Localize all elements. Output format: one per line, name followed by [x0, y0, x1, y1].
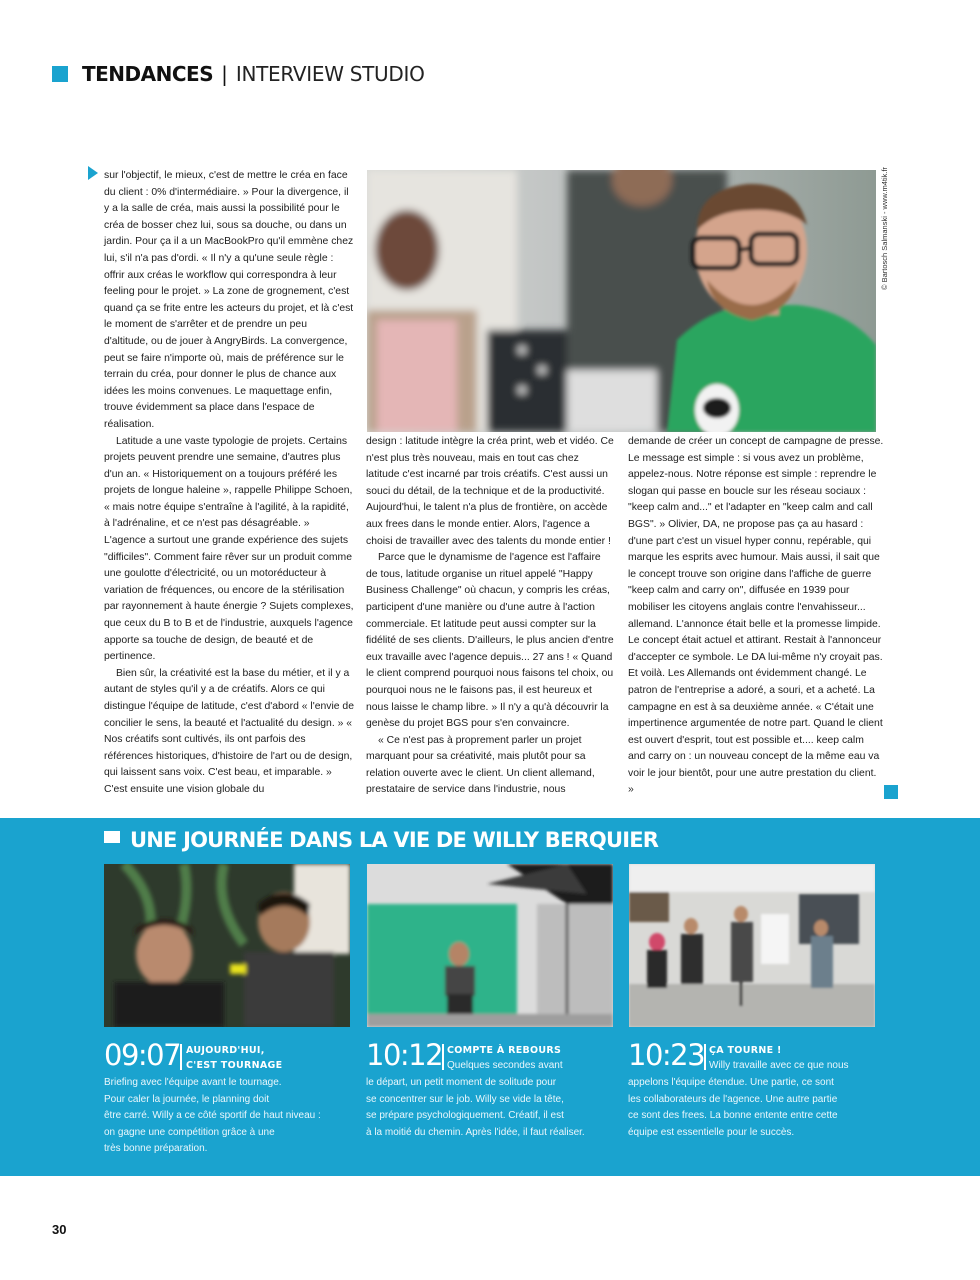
article-column-3: [628, 434, 884, 799]
timeline-divider: [180, 1044, 182, 1070]
article-end-square-icon: [884, 785, 898, 799]
paragraph: demande de créer un concept de campagne de presse. Le message est simple : si vous avez un problème, appelez-nous. Notre réponse est simple : reprendre le slogan qui passe en boucle sur les réseau sociaux : "keep calm and..." et l'adapter en "keep calm and call BGS". » Olivier, DA, ne propose pas ça au hasard : d'une part c'est un visuel hyper connu, repérable, qui marque les esprits avec humour. Mais aussi, il sait que le concept trouve son origine dans l'affiche de guerre "keep calm and carry on", diffusée en 1939 pour mobiliser les citoyens anglais contre l'envahisseur... allemand. L'annonce était belle et la promesse limpide. Le concept était actuel et attirant. Restait à l'annonceur d'accepter ce symbole. Le DA lui-même n'y croyait pas. Et voilà. Les Allemands ont évidemment changé. Le patron de l'entreprise a adoré, a souri, et a acheté. La campagne en est à sa deuxième année. « C'était une impertinence argumentée de notre part. Quand le client est ouvert d'esprit, tout est possible et.... keep calm and carry on : un nouveau concept de la même eau va voir le jour bientôt, pour une autre prestation du client. »: [628, 436, 884, 796]
timeline-photo-2: [367, 864, 613, 1027]
text-line: appelons l'équipe étendue. Une partie, ce sont: [628, 1077, 834, 1088]
text-line: le départ, un petit moment de solitude pour: [366, 1077, 557, 1088]
text-line: très bonne préparation.: [104, 1143, 208, 1155]
timeline-time-2: 10:12: [366, 1038, 443, 1072]
timeline-time-3: 10:23: [628, 1038, 705, 1072]
photo-briefing-illustration: [104, 864, 350, 1027]
text-line: à la moitié du chemin. Après l'idée, il faut réaliser.: [366, 1126, 585, 1138]
timeline-heading-3: [709, 1043, 849, 1073]
photo-portrait-illustration: [367, 170, 876, 432]
timeline-divider: [442, 1044, 444, 1070]
timeline-heading-line: ÇA TOURNE !: [709, 1045, 782, 1056]
timeline-heading-line: C'EST TOURNAGE: [186, 1060, 283, 1071]
article-column-2: [366, 434, 614, 799]
text-line: se concentrer sur le job. Willy se vide la tête,: [366, 1093, 564, 1105]
page-number: 30: [52, 1222, 67, 1237]
header-separator: |: [221, 62, 228, 86]
header-square-icon: [52, 66, 68, 82]
text-line: être carré. Willy a ce côté sportif de haut niveau :: [104, 1110, 321, 1122]
paragraph: « Ce n'est pas à proprement parler un projet marquant pour sa créativité, mais plutôt pour sa relation ouverte avec le client. Un client allemand, prestataire de service dans l'industrie, nous: [366, 734, 595, 796]
timeline-time-1: 09:07: [104, 1038, 181, 1072]
section-subtitle: INTERVIEW STUDIO: [235, 62, 425, 86]
timeline-heading-line: Quelques secondes avant: [447, 1060, 563, 1071]
text-line: les collaborateurs de l'agence. Une autre partie: [628, 1093, 838, 1105]
text-line: on gagne une compétition grâce à une: [104, 1126, 275, 1138]
timeline-heading-line: COMPTE À REBOURS: [447, 1045, 562, 1056]
timeline-text-3: [628, 1075, 838, 1141]
timeline-divider: [704, 1044, 706, 1070]
timeline-heading-line: Willy travaille avec ce que nous: [709, 1060, 849, 1071]
photo-shooting-illustration: [629, 864, 875, 1027]
timeline-photo-3: [629, 864, 875, 1027]
text-line: ce sont des frees. La bonne entente entre cette: [628, 1110, 838, 1122]
photo-credit: © Bartosch Salmanski - www.m4tik.fr: [880, 166, 889, 290]
timeline-heading-1: [186, 1043, 282, 1073]
text-line: équipe est essentielle pour le succès.: [628, 1126, 795, 1138]
timeline-heading-line: AUJOURD'HUI,: [186, 1045, 265, 1056]
paragraph: sur l'objectif, le mieux, c'est de mettre le créa en face du client : 0% d'intermédiaire. » Pour la divergence, il y a la salle de créa, mais aussi la possibilité pour le créa de bosser chez lui, sous sa douche, ou dans un jardin. Pour ça il a un MacBookPro qu'il emmène chez lui, s'il n'a pas d'ordi. « Il n'y a qu'une seule règle : offrir aux créas le workflow qui correspondra à leur feeling pour le projet. » La zone de grognement, c'est quand ça se frite entre les acteurs du projet, et là c'est le moment de s'arrêter et de prendre un peu d'altitude, ou de jouer à AngryBirds. La convergence, peut se faire n'importe où, mais de préférence sur le terrain du créa, pour donner le plus de chance aux idées les moins convenues. Le maquettage enfin, trouve évidemment sa place dans l'espace de réalisation.: [104, 170, 354, 430]
band-title: [104, 828, 658, 852]
band-title-text: UNE JOURNÉE DANS LA VIE DE WILLY BERQUIER: [130, 828, 659, 852]
text-line: Pour caler la journée, le planning doit: [104, 1093, 270, 1105]
main-photo: [367, 170, 876, 432]
paragraph: Parce que le dynamisme de l'agence est l'affaire de tous, latitude organise un rituel appelé "Happy Business Challenge" où chacun, y compris les créas, participent d'une manière ou d'une autre à l'action commerciale. Et latitude peut aussi compter sur la fidélité de ses clients. D'ailleurs, le plus ancien d'entre eux travaille avec l'agence depuis... 27 ans ! « Quand le client comprend pourquoi nous faisons tel choix, ou pourquoi nous ne le faisons pas, il est heureux et nous laisse le champ libre. » Il n'y a qu'à découvrir la genèse du projet BGS pour s'en convaincre.: [366, 552, 614, 730]
band-title-square-icon: [104, 831, 120, 843]
text-line: se prépare psychologiquement. Créatif, il est: [366, 1110, 564, 1122]
continuation-arrow-icon: [88, 166, 98, 180]
timeline-heading-2: [447, 1043, 563, 1073]
paragraph: Latitude a une vaste typologie de projets. Certains projets peuvent prendre une semaine, d'autres plus d'un an. « Historiquement on a toujours préféré les projets de longue haleine », rappelle Philippe Schoen, « mais notre équipe s'entraîne à l'agilité, à la rapidité, à l'adrénaline, et ce n'est pas désagréable. » L'agence a surtout une grande expérience des sujets "difficiles". Comment faire rêver sur un produit comme une goulotte d'électricité, ou un motoréducteur à variation de fréquences, ou encore de la stérilisation par rayonnement à haute énergie ? Sujets complexes, que ceux du B to B et de l'industrie, auxquels l'agence apporte sa touche de design, de beauté et de pertinence.: [104, 435, 354, 663]
text-line: Briefing avec l'équipe avant le tournage.: [104, 1077, 282, 1088]
paragraph: design : latitude intègre la créa print, web et vidéo. Ce n'est plus très nouveau, mais en tout cas chez latitude c'est incarné par trois créatifs. C'est aussi un souci du détail, de la technique et de la productivité. Aujourd'hui, le talent n'a plus de frontière, on accède aux frees dans le monde entier. Alors, l'agence a choisi de travailler avec des talents du monde entier !: [366, 436, 614, 547]
timeline-photo-1: [104, 864, 350, 1027]
section-header: [52, 60, 425, 88]
photo-studio-illustration: [367, 864, 613, 1027]
paragraph: Bien sûr, la créativité est la base du métier, et il y a autant de styles qu'il y a de créatifs. Alors ce qui distingue l'équipe de latitude, c'est d'abord « l'envie de concilier le sens, la beauté et l'actualité du design. » « Nos créatifs sont cultivés, ils ont parfois des références historiques, d'histoire de l'art ou de design, qui laissent sans voix. C'est beau, et imparable. » C'est ensuite une vision globale du: [104, 667, 354, 795]
section-title: TENDANCES: [82, 62, 214, 86]
timeline-text-2: [366, 1075, 585, 1141]
article-column-1: [104, 168, 354, 799]
timeline-text-1: [104, 1075, 321, 1158]
